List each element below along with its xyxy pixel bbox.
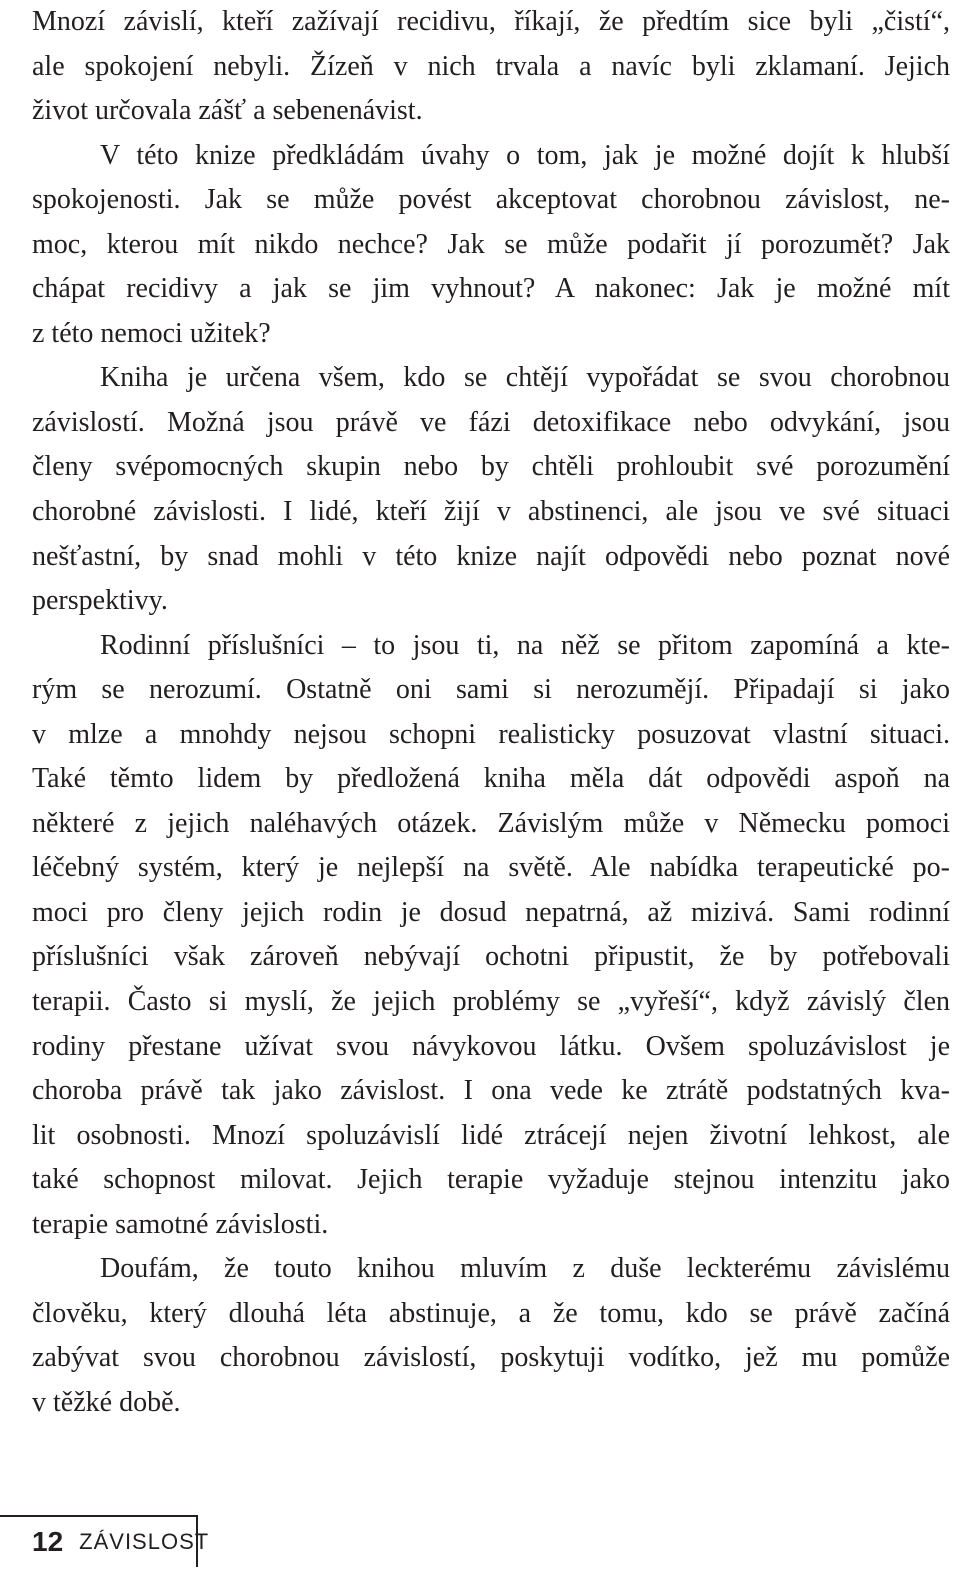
text-line: příslušníci však zároveň nebývají ochotni připustit, že by potřebovali — [32, 941, 950, 973]
text-line: život určovala zášť a sebenenávist. — [32, 95, 423, 127]
page-number: 12 — [32, 1526, 64, 1557]
text-line: chorobné závislosti. I lidé, kteří žijí v abstinenci, ale jsou ve své situaci — [32, 496, 950, 528]
text-line: terapie samotné závislosti. — [32, 1208, 329, 1240]
text-line: zabývat svou chorobnou závislostí, poskytuji vodítko, jež mu pomůže — [32, 1342, 950, 1374]
running-title: ZÁVISLOST — [79, 1529, 210, 1554]
page-footer — [0, 1515, 210, 1567]
text-line: léčebný systém, který je nejlepší na světě. Ale nabídka terapeutické po- — [32, 852, 950, 884]
text-line: Kniha je určena všem, kdo se chtějí vypořádat se svou chorobnou — [100, 362, 950, 394]
text-line: choroba právě tak jako závislost. I ona vede ke ztrátě podstatných kva- — [32, 1075, 950, 1107]
text-line: Rodinní příslušníci – to jsou ti, na něž se přitom zapomíná a kte- — [100, 629, 950, 661]
text-line: Doufám, že touto knihou mluvím z duše leckterému závislému — [100, 1253, 950, 1285]
text-line: v těžké době. — [32, 1386, 181, 1418]
text-line: V této knize předkládám úvahy o tom, jak je možné dojít k hlubší — [100, 139, 950, 171]
text-line: terapii. Často si myslí, že jejich problémy se „vyřeší“, když závislý člen — [32, 986, 950, 1018]
text-line: perspektivy. — [32, 585, 168, 617]
text-line: člověku, který dlouhá léta abstinuje, a že tomu, kdo se právě začíná — [32, 1297, 950, 1329]
text-line: rodiny přestane užívat svou návykovou látku. Ovšem spoluzávislost je — [32, 1030, 950, 1062]
text-line: lit osobnosti. Mnozí spoluzávislí lidé ztrácejí nejen životní lehkost, ale — [32, 1119, 950, 1151]
text-line: Také těmto lidem by předložená kniha měla dát odpovědi aspoň na — [32, 763, 950, 795]
book-page-text — [32, 0, 950, 1426]
text-line: nešťastní, by snad mohli v této knize najít odpovědi nebo poznat nové — [32, 540, 950, 572]
text-line: spokojenosti. Jak se může povést akceptovat chorobnou závislost, ne- — [32, 184, 950, 216]
text-line: členy svépomocných skupin nebo by chtěli prohloubit své porozumění — [32, 451, 950, 483]
text-line: v mlze a mnohdy nejsou schopni realisticky posuzovat vlastní situaci. — [32, 718, 950, 750]
text-line: chápat recidivy a jak se jim vyhnout? A nakonec: Jak je možné mít — [32, 273, 950, 305]
text-line: z této nemoci užitek? — [32, 317, 271, 349]
text-line: také schopnost milovat. Jejich terapie vyžaduje stejnou intenzitu jako — [32, 1164, 950, 1196]
text-line: Mnozí závislí, kteří zažívají recidivu, říkají, že předtím sice byli „čistí“, — [32, 6, 950, 37]
text-line: závislostí. Možná jsou právě ve fázi detoxifikace nebo odvykání, jsou — [32, 406, 950, 438]
text-line: ale spokojení nebyli. Žízeň v nich trvala a navíc byli zklamaní. Jejich — [32, 50, 950, 82]
text-line: rým se nerozumí. Ostatně oni sami si nerozumějí. Připadají si jako — [32, 674, 950, 706]
text-line: moc, kterou mít nikdo nechce? Jak se může podařit jí porozumět? Jak — [32, 228, 950, 260]
text-line: některé z jejich naléhavých otázek. Závislým může v Německu pomoci — [32, 807, 950, 839]
text-line: moci pro členy jejich rodin je dosud nepatrná, až mizivá. Sami rodinní — [32, 896, 950, 928]
